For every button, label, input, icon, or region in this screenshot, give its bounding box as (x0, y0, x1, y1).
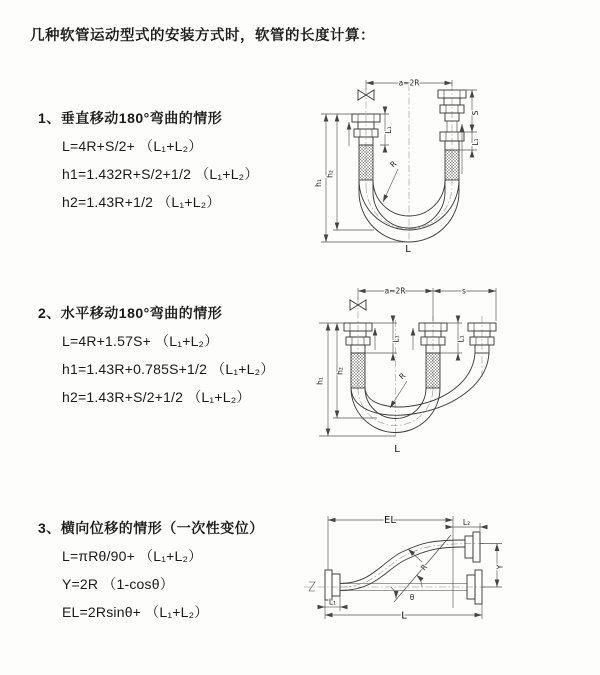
left-flange (325, 570, 340, 600)
dim-label-h2: h₂ (335, 367, 345, 375)
hose-arcs (351, 353, 489, 433)
braid-hatch (351, 353, 365, 388)
dim-label-l: L (401, 610, 407, 622)
dim-label-h2: h₂ (325, 170, 335, 178)
braid-hatch (426, 353, 440, 388)
formula-line: h2=1.43R+S/2+1/2 （L₁+L₂） (62, 389, 251, 405)
formula-line: L=πRθ/90+ （L₁+L₂） (62, 548, 203, 564)
dim-label-s: s (462, 286, 466, 296)
dim-label-l1: L₁ (328, 597, 337, 607)
dim-label-l2: L₂ (462, 518, 471, 527)
dim-label-l1: L₁ (384, 126, 393, 134)
dim-label-a2r: a=2R (384, 286, 406, 296)
pipe-break-icon (309, 582, 315, 591)
dim-label-l: L (394, 444, 400, 455)
left-fitting (352, 114, 380, 180)
diagram-vertical-180-bend (308, 68, 548, 258)
dim-label-theta: θ (409, 593, 415, 602)
dim-label-r: R (418, 562, 430, 573)
upper-right-flange (465, 532, 480, 562)
formula-line: h1=1.432R+S/2+1/2 （L₁+L₂） (62, 166, 259, 182)
dim-label-a2r: a=2R (398, 78, 420, 88)
braid-hatch (445, 150, 459, 180)
formula-line: L=4R+1.57S+ （L₁+L₂） (62, 333, 219, 349)
dim-label-l: L (405, 244, 411, 255)
dim-label-h1: h₁ (314, 179, 323, 187)
formula-line: L=4R+S/2+ （L₁+L₂） (62, 138, 203, 154)
section-3-heading: 3、横向位移的情形（一次性变位） (38, 520, 264, 536)
left-fitting (344, 323, 372, 388)
diagram-lateral-displacement (298, 498, 593, 653)
page-title: 几种软管运动型式的安装方式时，软管的长度计算： (30, 28, 375, 44)
dim-label-l1: L₁ (471, 138, 480, 146)
formula-line: h2=1.43R+1/2 （L₁+L₂） (62, 194, 221, 210)
dim-label-s: S (471, 110, 480, 116)
dim-label-el: EL (384, 515, 396, 526)
formula-line: EL=2Rsinθ+ （L₁+L₂） (62, 604, 209, 620)
formula-line: Y=2R （1-cosθ） (62, 576, 174, 592)
dimensions (318, 516, 502, 619)
braid-hatch (359, 145, 373, 180)
centerlines (358, 298, 482, 436)
dimensions (319, 288, 496, 436)
dim-label-y: Y (495, 564, 505, 570)
formula-line: h1=1.43R+0.785S+1/2 （L₁+L₂） (62, 361, 275, 377)
dim-label-h1: h₁ (315, 377, 325, 385)
dim-label-r: R (388, 159, 399, 170)
dim-label-l1: L₁ (456, 335, 466, 343)
dim-label-l1: L₁ (391, 335, 401, 343)
diagram-horizontal-180-bend (305, 278, 565, 463)
hose-curve (340, 540, 465, 591)
section-1-heading: 1、垂直移动180°弯曲的情形 (38, 110, 223, 126)
centerlines (366, 84, 452, 242)
dim-label-r: R (397, 371, 408, 382)
section-2-heading: 2、水平移动180°弯曲的情形 (38, 305, 223, 321)
